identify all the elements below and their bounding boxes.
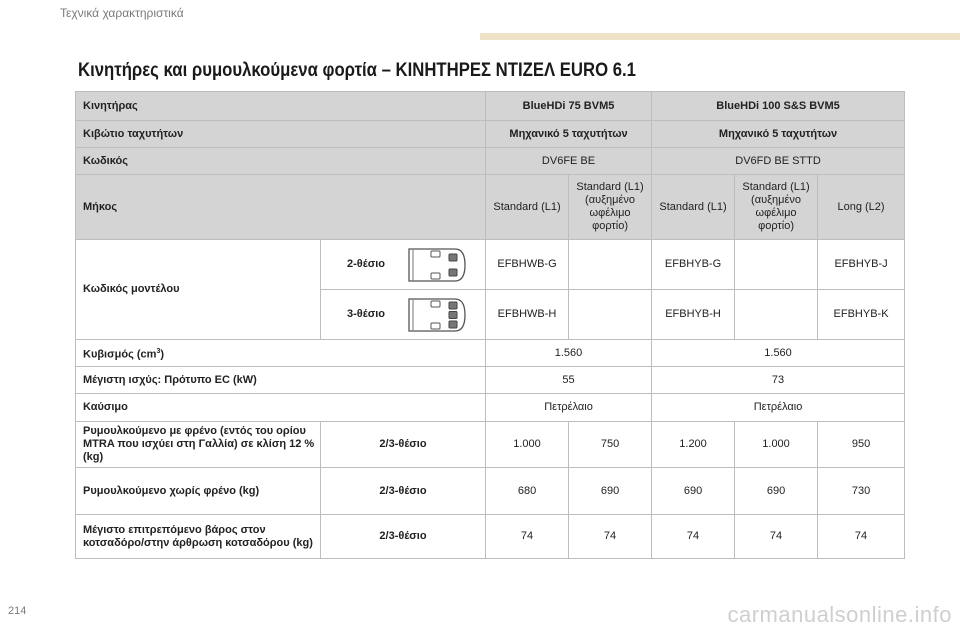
cell-fuel-1: Πετρέλαιο: [486, 394, 652, 422]
page-number: 214: [8, 605, 27, 617]
van-2-seat-icon: [403, 245, 469, 285]
row-label-power: Μέγιστη ισχύς: Πρότυπο EC (kW): [76, 367, 486, 394]
seat-config-3: [321, 290, 486, 340]
row-label-code: Κωδικός: [76, 148, 486, 175]
cell-length-5: Long (L2): [818, 175, 905, 240]
section-header: Τεχνικά χαρακτηριστικά: [60, 6, 184, 20]
cell-noseweight-4: 74: [735, 515, 818, 559]
row-label-fuel: Καύσιμο: [76, 394, 486, 422]
seat-label-2: 2-θέσιο: [347, 258, 385, 270]
cell-unbraked-2: 690: [569, 468, 652, 515]
row-label-engine: Κινητήρας: [76, 92, 486, 121]
cell-unbraked-4: 690: [735, 468, 818, 515]
table-row: [76, 240, 905, 290]
cell-power-2: 73: [652, 367, 905, 394]
seat-label-3: 3-θέσιο: [347, 308, 385, 320]
cell-model-3-1: EFBHWB-H: [486, 290, 569, 340]
table-row: [76, 92, 905, 121]
row-label-model-code: Κωδικός μοντέλου: [76, 240, 321, 340]
cell-length-2: Standard (L1) (αυξημένο ωφέλιμο φορτίο): [569, 175, 652, 240]
row-label-unbraked-trailer: Ρυμουλκούμενο χωρίς φρένο (kg): [76, 468, 321, 515]
cell-model-2-3: EFBHYB-G: [652, 240, 735, 290]
row-label-length: Μήκος: [76, 175, 486, 240]
cell-power-1: 55: [486, 367, 652, 394]
cell-unbraked-5: 730: [818, 468, 905, 515]
table-row: [76, 422, 905, 468]
cell-displacement-1: 1.560: [486, 340, 652, 367]
cell-model-2-2: [569, 240, 652, 290]
table-row: [76, 515, 905, 559]
row-label-braked-trailer: Ρυμουλκούμενο με φρένο (εντός του ορίου MTRA που ισχύει στη Γαλλία) σε κλίση 12 % (kg): [76, 422, 321, 468]
cell-length-3: Standard (L1): [652, 175, 735, 240]
table-row: [76, 148, 905, 175]
table-row: [76, 394, 905, 422]
cell-unbraked-1: 680: [486, 468, 569, 515]
cell-gearbox-2: Μηχανικό 5 ταχυτήτων: [652, 121, 905, 148]
table-row: [76, 175, 905, 240]
cell-braked-3: 1.200: [652, 422, 735, 468]
page-title: Κινητήρες και ρυμουλκούμενα φορτία – ΚΙΝΗΤΗΡΕΣ ΝΤΙΖΕΛ EURO 6.1: [78, 60, 636, 81]
cell-model-2-1: EFBHWB-G: [486, 240, 569, 290]
cell-noseweight-1: 74: [486, 515, 569, 559]
cell-code-2: DV6FD BE STTD: [652, 148, 905, 175]
engine-spec-table: [75, 91, 905, 559]
cell-noseweight-5: 74: [818, 515, 905, 559]
cell-braked-2: 750: [569, 422, 652, 468]
cell-model-3-5: EFBHYB-K: [818, 290, 905, 340]
table-row: [76, 367, 905, 394]
table-row: [76, 340, 905, 367]
row-label-nose-weight: Μέγιστο επιτρεπόμενο βάρος στον κοτσαδόρο/στην άρθρωση κοτσαδόρου (kg): [76, 515, 321, 559]
table-row: [76, 468, 905, 515]
cell-code-1: DV6FE BE: [486, 148, 652, 175]
table-row: [76, 121, 905, 148]
cell-unbraked-3: 690: [652, 468, 735, 515]
row-label-gearbox: Κιβώτιο ταχυτήτων: [76, 121, 486, 148]
row-label-displacement: Κυβισμός $(cm^3)$: [76, 340, 486, 367]
watermark: carmanualsonline.info: [727, 602, 952, 627]
cell-braked-1: 1.000: [486, 422, 569, 468]
van-3-seat-icon: [403, 295, 469, 335]
cell-model-2-4: [735, 240, 818, 290]
cell-length-1: Standard (L1): [486, 175, 569, 240]
cell-model-3-2: [569, 290, 652, 340]
cell-engine-1: BlueHDi 75 BVM5: [486, 92, 652, 121]
cell-model-3-3: EFBHYB-H: [652, 290, 735, 340]
cell-braked-4: 1.000: [735, 422, 818, 468]
cell-braked-5: 950: [818, 422, 905, 468]
cell-noseweight-3: 74: [652, 515, 735, 559]
cell-gearbox-1: Μηχανικό 5 ταχυτήτων: [486, 121, 652, 148]
seat-label-braked: 2/3-θέσιο: [321, 422, 486, 468]
cell-model-2-5: EFBHYB-J: [818, 240, 905, 290]
seat-label-unbraked: 2/3-θέσιο: [321, 468, 486, 515]
cell-displacement-2: 1.560: [652, 340, 905, 367]
cell-model-3-4: [735, 290, 818, 340]
cell-engine-2: BlueHDi 100 S&S BVM5: [652, 92, 905, 121]
cell-length-4: Standard (L1) (αυξημένο ωφέλιμο φορτίο): [735, 175, 818, 240]
seat-config-2: [321, 240, 486, 290]
cell-fuel-2: Πετρέλαιο: [652, 394, 905, 422]
cell-noseweight-2: 74: [569, 515, 652, 559]
seat-label-noseweight: 2/3-θέσιο: [321, 515, 486, 559]
header-decor-bar: [480, 33, 960, 40]
